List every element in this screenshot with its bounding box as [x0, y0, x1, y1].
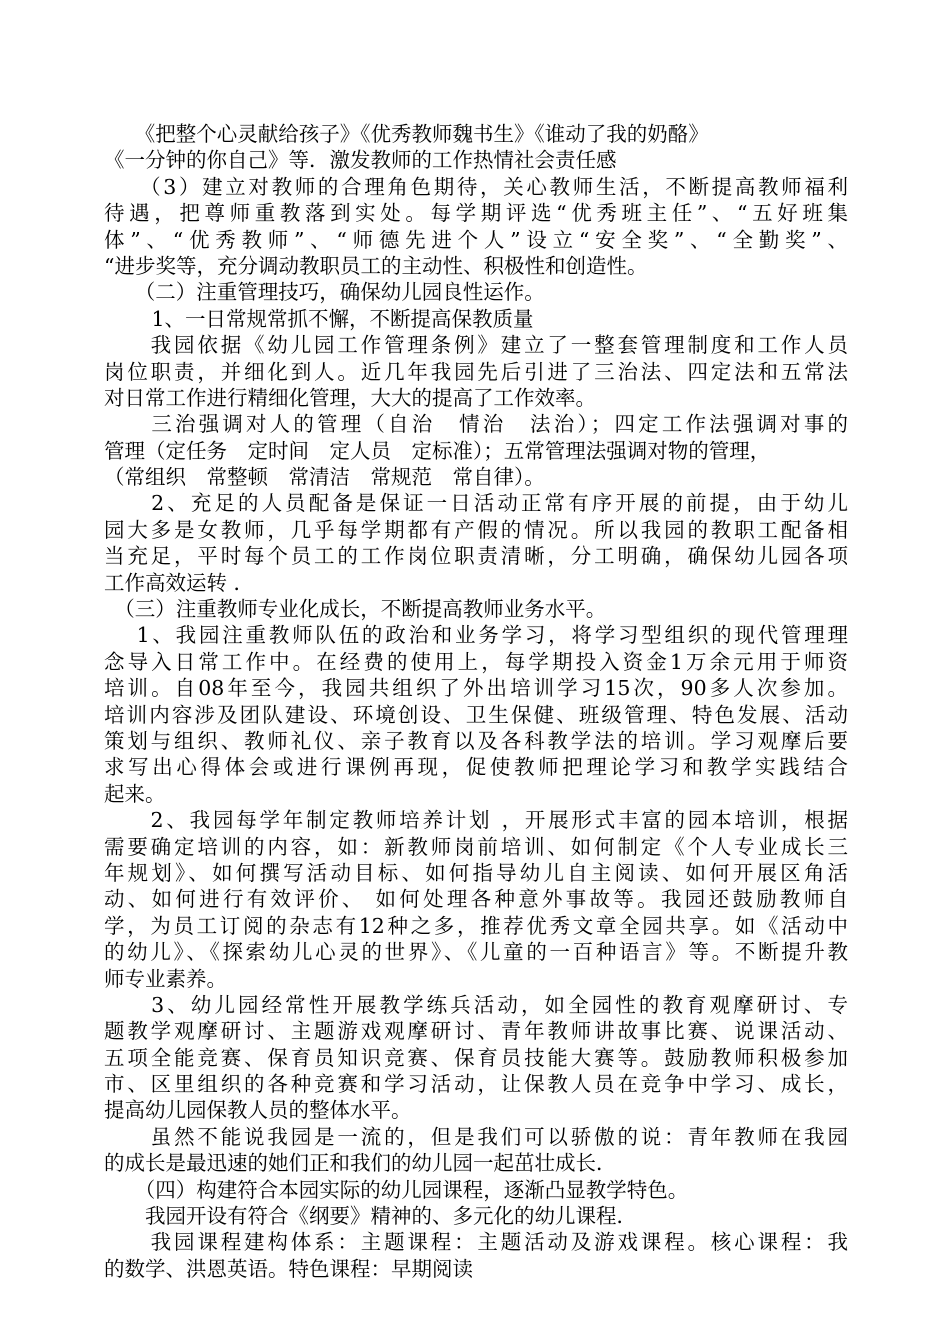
subsection-heading: 1、一日常规常抓不懈，不断提高保教质量 [104, 306, 534, 331]
text-line: 师专业素养。 [104, 966, 227, 991]
text-line: 需要确定培训的内容，如：新教师岗前培训、如何制定《个人专业成长三 [104, 834, 848, 859]
text-line: 培训。自08年至今，我园共组织了外出培训学习15次，90多人次参加。 [104, 676, 848, 701]
text-line: “进步奖等，充分调动教职员工的主动性、积极性和创造性。 [104, 253, 648, 278]
text-line: 管理（定任务 定时间 定人员 定标准）；五常管理法强调对物的管理， [104, 438, 771, 463]
text-line: 园大多是女教师，几乎每学期都有产假的情况。所以我园的教职工配备相 [104, 517, 848, 542]
text-line: 3、幼儿园经常性开展教学练兵活动，如全园性的教育观摩研讨、专 [104, 992, 848, 1017]
text-line: 年规划》、如何撰写活动目标、如何指导幼儿自主阅读、如何开展区角活 [104, 860, 848, 885]
document-body [104, 121, 848, 1282]
text-line: 三治强调对人的管理（自治 情治 法治）；四定工作法强调对事的 [104, 412, 848, 437]
text-line: 1、我园注重教师队伍的政治和业务学习，将学习型组织的现代管理理 [104, 623, 848, 648]
text-line: 策划与组织、教师礼仪、亲子教育以及各科教学法的培训。学习观摩后要 [104, 728, 848, 753]
text-line: （常组织 常整顿 常清洁 常规范 常自律）。 [104, 465, 545, 490]
text-line: 《把整个心灵献给孩子》《优秀教师魏书生》《谁动了我的奶酪》 [104, 122, 709, 146]
text-line: 动、如何进行有效评价、 如何处理各种意外事故等。我园还鼓励教师自 [104, 887, 848, 912]
section-heading: （四）构建符合本园实际的幼儿园课程，逐渐凸显教学特色。 [104, 1177, 689, 1202]
text-line: 题教学观摩研讨、主题游戏观摩研讨、青年教师讲故事比赛、说课活动、 [104, 1019, 848, 1044]
text-line: 我园开设有符合《纲要》精神的、多元化的幼儿课程． [104, 1204, 637, 1229]
text-line: 五项全能竞赛、保育员知识竞赛、保育员技能大赛等。鼓励教师积极参加 [104, 1045, 848, 1070]
text-line: 当充足，平时每个员工的工作岗位职责清晰，分工明确，确保幼儿园各项 [104, 544, 848, 569]
text-line: 体”、“优秀教师”、“师德先进个人”设立“安全奖”、“全勤奖”、 [104, 227, 848, 252]
text-line: 我园课程建构体系：主题课程：主题活动及游戏课程。核心课程：我 [104, 1230, 848, 1255]
text-line: 念导入日常工作中。在经费的使用上，每学期投入资金1万余元用于师资 [104, 649, 848, 674]
text-line: 的数学、洪恩英语。特色课程：早期阅读 [104, 1256, 473, 1281]
section-heading: （二）注重管理技巧，确保幼儿园良性运作。 [104, 280, 545, 305]
text-line: 的成长是最迅速的她们正和我们的幼儿园一起茁壮成长． [104, 1151, 617, 1176]
text-line: 市、区里组织的各种竞赛和学习活动，让保教人员在竞争中学习、成长， [104, 1072, 848, 1097]
text-line: 待遇，把尊师重教落到实处。每学期评选“优秀班主任”、“五好班集 [104, 201, 848, 226]
section-heading: （三）注重教师专业化成长，不断提高教师业务水平。 [104, 597, 607, 622]
text-line: 工作高效运转 ． [104, 570, 255, 595]
text-line: 我园依据《幼儿园工作管理条例》建立了一整套管理制度和工作人员 [104, 333, 848, 358]
text-line: 岗位职责，并细化到人。近几年我园先后引进了三治法、四定法和五常法 [104, 359, 848, 384]
text-line: 《一分钟的你自己》等．激发教师的工作热情社会责任感 [104, 148, 617, 173]
text-line: 学，为员工订阅的杂志有12种之多，推荐优秀文章全园共享。如《活动中 [104, 913, 848, 938]
text-line: 2、充足的人员配备是保证一日活动正常有序开展的前提，由于幼儿 [104, 491, 848, 516]
text-line: 培训内容涉及团队建设、环境创设、卫生保健、班级管理、特色发展、活动 [104, 702, 848, 727]
text-line: 的幼儿》、《探索幼儿心灵的世界》、《儿童的一百种语言》等。不断提升教 [104, 940, 848, 965]
text-line: 起来。 [104, 781, 166, 806]
text-line: 虽然不能说我园是一流的，但是我们可以骄傲的说：青年教师在我园 [104, 1124, 848, 1149]
text-line: 2、我园每学年制定教师培养计划 ，开展形式丰富的园本培训，根据 [104, 808, 848, 833]
text-line: （3）建立对教师的合理角色期待，关心教师生活，不断提高教师福利 [104, 174, 848, 199]
text-line: 求写出心得体会或进行课例再现，促使教师把理论学习和教学实践结合 [104, 755, 848, 780]
text-line: 对日常工作进行精细化管理，大大的提高了工作效率。 [104, 385, 596, 410]
text-line: 提高幼儿园保教人员的整体水平。 [104, 1098, 412, 1123]
